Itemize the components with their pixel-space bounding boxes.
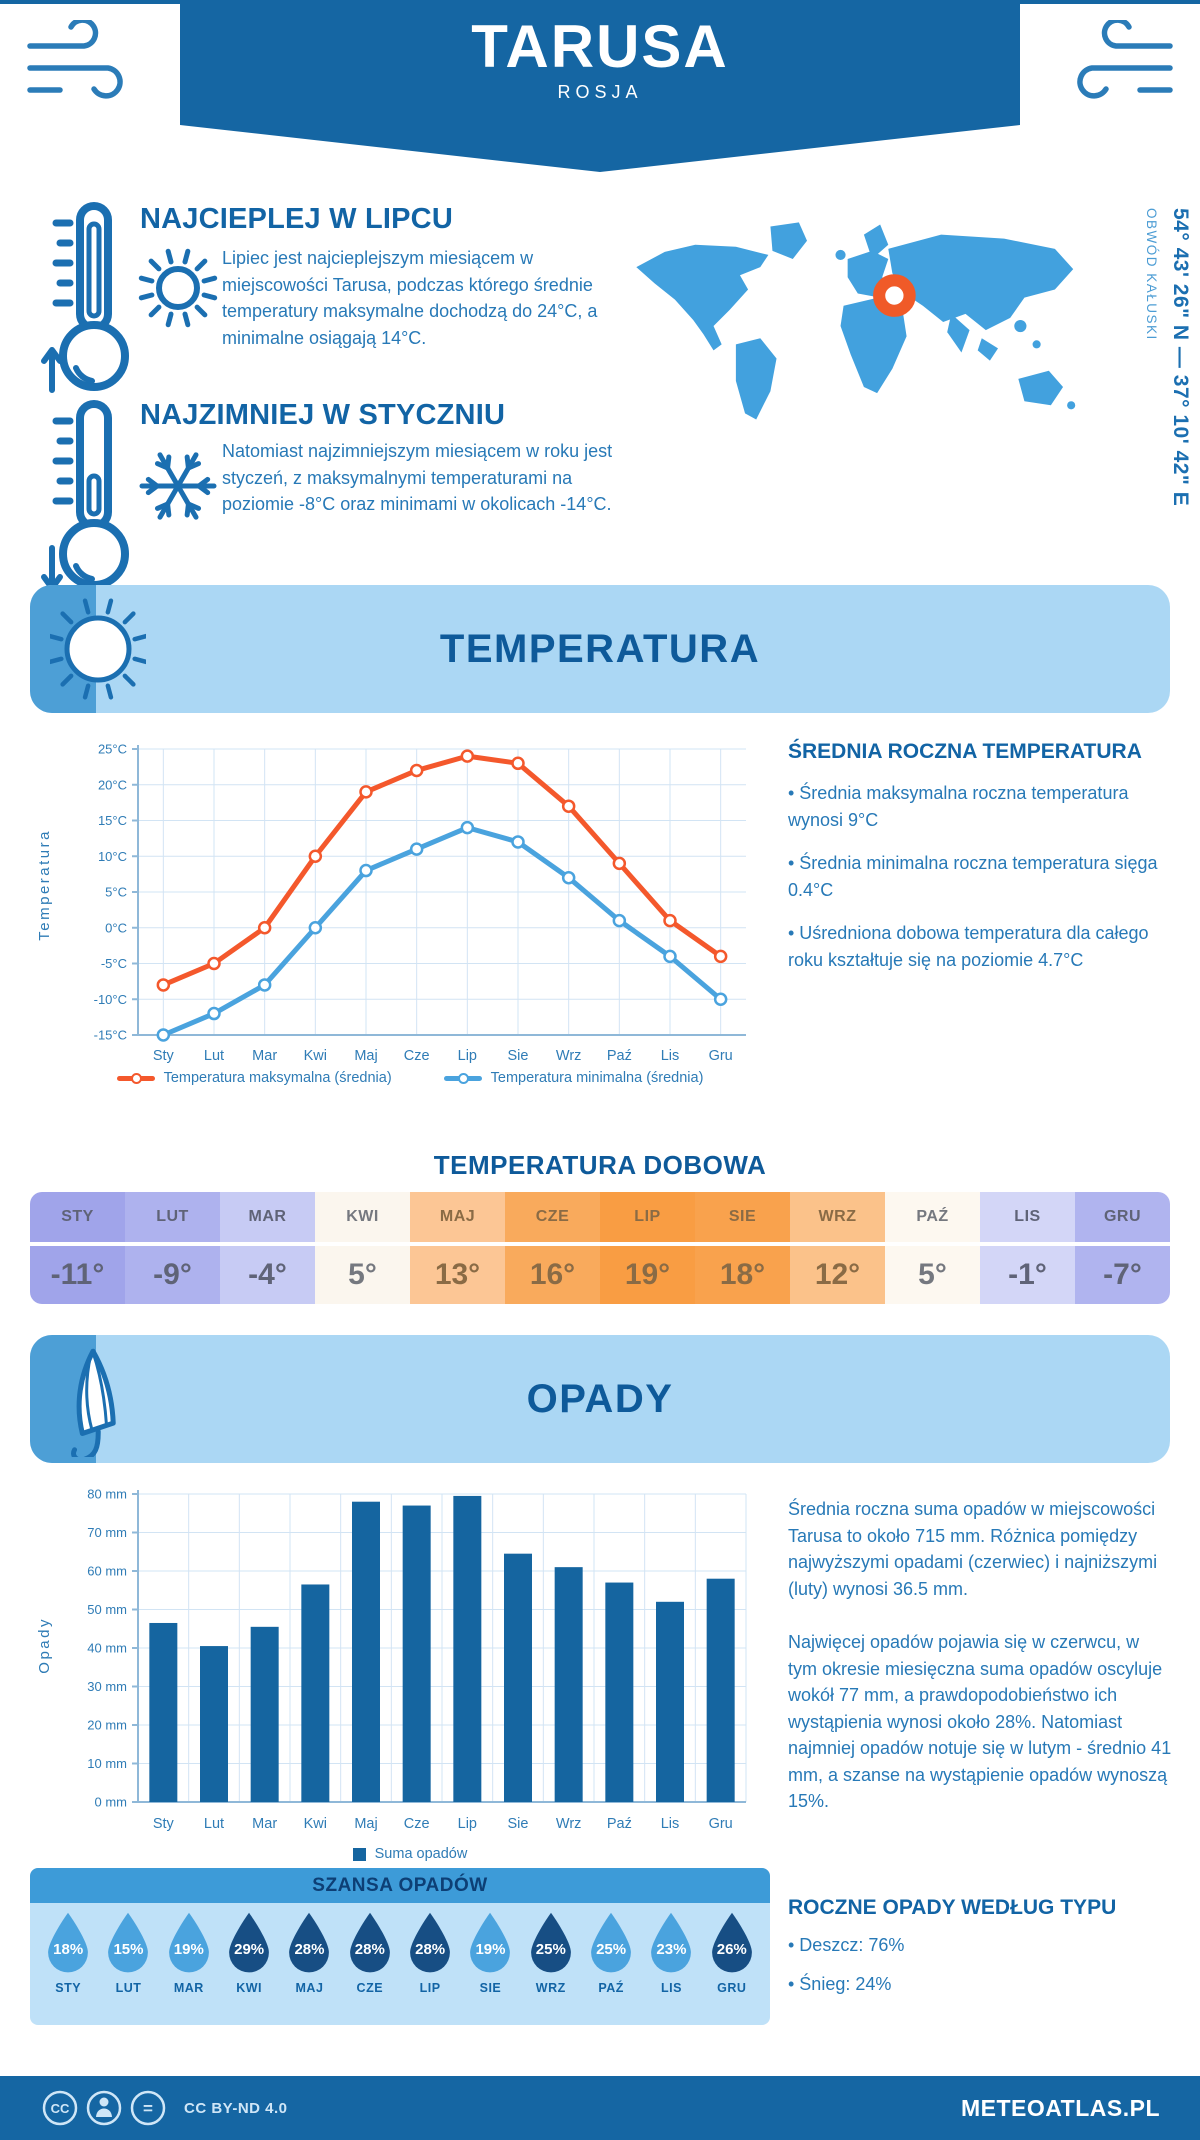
chance-value: 28% — [354, 1941, 385, 1958]
y-tick-label: 50 mm — [87, 1602, 127, 1617]
coldest-title: NAJZIMNIEJ W STYCZNIU — [140, 399, 506, 431]
y-tick-label: -10°C — [93, 991, 127, 1007]
chance-drop-cell — [159, 1903, 219, 2025]
daily-table-month: LIS — [980, 1192, 1075, 1242]
thermometer-up-icon — [38, 198, 133, 398]
thermometer-down-icon — [38, 396, 133, 596]
daily-table-value: 12° — [790, 1246, 885, 1304]
y-tick-label: 20 mm — [87, 1717, 127, 1733]
cc-license-icons — [40, 2088, 172, 2128]
daily-table-month: STY — [30, 1192, 125, 1242]
x-tick-label: Maj — [354, 1048, 378, 1064]
legend-dot-glyph — [131, 1073, 142, 1084]
chance-drop-cell — [581, 1903, 641, 2025]
daily-table-month: KWI — [315, 1192, 410, 1242]
wind-icon — [22, 20, 126, 102]
bar — [200, 1646, 228, 1802]
x-tick-label: Gru — [708, 1048, 733, 1064]
wind-icon — [1074, 20, 1178, 102]
precipitation-legend — [60, 1846, 760, 1862]
raindrop-icon — [527, 1911, 575, 1975]
y-tick-label: 15°C — [97, 813, 127, 828]
daily-table-month: GRU — [1075, 1192, 1170, 1242]
y-tick-label: -15°C — [93, 1027, 127, 1043]
raindrop-icon — [466, 1911, 514, 1975]
y-tick-label: 0 mm — [94, 1794, 127, 1810]
daily-table-value: -7° — [1075, 1246, 1170, 1304]
chance-value: 19% — [475, 1941, 506, 1958]
coordinates-block — [1144, 208, 1192, 538]
bar — [352, 1502, 380, 1802]
x-tick-label: Paź — [606, 1048, 632, 1064]
daily-table-month: LIP — [600, 1192, 695, 1242]
chance-drops — [30, 1903, 770, 2025]
legend-item — [444, 1070, 704, 1086]
daily-table-month: SIE — [695, 1192, 790, 1242]
bar — [301, 1584, 329, 1802]
temp-y-axis-label: Temperatura — [36, 829, 53, 941]
daily-table-month: WRZ — [790, 1192, 885, 1242]
precipitation-text-panel — [788, 1496, 1172, 1842]
raindrop-icon — [587, 1911, 635, 1975]
chance-month: PAŹ — [598, 1981, 624, 1995]
chance-month: SIE — [479, 1981, 502, 1995]
chance-drop-cell — [400, 1903, 460, 2025]
y-tick-label: 10°C — [97, 848, 127, 864]
y-tick-label: -5°C — [100, 956, 127, 971]
daily-table-value: -9° — [125, 1246, 220, 1304]
chance-value: 19% — [173, 1941, 204, 1958]
bar — [504, 1554, 532, 1802]
x-tick-label: Mar — [252, 1816, 278, 1832]
chance-drop-cell — [521, 1903, 581, 2025]
chance-value: 25% — [596, 1941, 627, 1958]
precipitation-banner-title: OPADY — [526, 1376, 674, 1421]
legend-line-glyph — [117, 1076, 155, 1081]
snowflake-icon — [134, 440, 222, 532]
y-tick-label: 10 mm — [87, 1756, 127, 1771]
x-tick-label: Sie — [507, 1048, 529, 1064]
precipitation-paragraph: Najwięcej opadów pojawia się w czerwcu, w tym okresie miesięczna suma opadów oscyluje wokół 77 mm, a prawdopodobieństwo ich wystąpienia wynosi około 28%. Natomiast najmniej opadów notuje się w lutym - średnio 41 mm, a szanse na wystąpienie opadów wynoszą 15%. — [788, 1632, 1172, 1811]
x-tick-label: Mar — [252, 1048, 278, 1064]
x-tick-label: Cze — [403, 1816, 430, 1832]
daily-temperature-heading: TEMPERATURA DOBOWA — [433, 1150, 767, 1180]
data-point — [158, 979, 169, 990]
chance-month: GRU — [717, 1981, 747, 1995]
site-label: METEOATLAS.PL — [960, 2094, 1160, 2121]
x-tick-label: Cze — [403, 1048, 430, 1064]
chance-month: WRZ — [535, 1981, 566, 1995]
chance-drop-cell — [279, 1903, 339, 2025]
y-tick-label: 20°C — [97, 777, 127, 793]
raindrop-icon — [647, 1911, 695, 1975]
chance-month: LIS — [660, 1981, 682, 1995]
chance-month: STY — [55, 1981, 82, 1995]
legend-label: Temperatura maksymalna (średnia) — [163, 1070, 392, 1086]
location-marker — [879, 280, 909, 310]
chance-month: CZE — [356, 1981, 384, 1995]
data-point — [310, 922, 321, 933]
daily-table-month: CZE — [505, 1192, 600, 1242]
coldest-text: Natomiast najzimniejszym miesiącem w roku jest styczeń, z maksymalnymi temperaturami na poziomie -8°C oraz minimami w okolicach -14°C. — [222, 441, 613, 514]
region-label: OBWÓD KAŁUSKI — [1144, 208, 1159, 341]
raindrop-icon — [225, 1911, 273, 1975]
x-tick-label: Sty — [152, 1048, 174, 1064]
bar — [555, 1567, 583, 1802]
legend-item — [353, 1846, 468, 1862]
chance-drop-cell — [702, 1903, 762, 2025]
daily-table-value: -1° — [980, 1246, 1075, 1304]
chance-value: 28% — [415, 1941, 446, 1958]
chance-month: MAR — [173, 1981, 204, 1995]
types-heading: ROCZNE OPADY WEDŁUG TYPU — [788, 1896, 1117, 1919]
chance-value: 29% — [234, 1941, 265, 1958]
svg-text:=: = — [143, 2099, 153, 2118]
x-tick-label: Lip — [457, 1048, 478, 1064]
daily-table-month: LUT — [125, 1192, 220, 1242]
daily-table-value: 19° — [600, 1246, 695, 1304]
chance-month: LIP — [419, 1981, 441, 1995]
data-point — [614, 915, 625, 926]
data-point — [665, 915, 676, 926]
chance-month: LUT — [115, 1981, 142, 1995]
daily-table-value: 13° — [410, 1246, 505, 1304]
chance-value: 28% — [294, 1941, 325, 1958]
series-line — [163, 828, 720, 1035]
y-tick-label: 25°C — [97, 741, 127, 757]
chance-value: 18% — [53, 1941, 84, 1958]
types-bullet: • Śnieg: 24% — [788, 1974, 892, 1994]
daily-table-month: MAR — [220, 1192, 315, 1242]
chance-drop-cell — [38, 1903, 98, 2025]
daily-table-value: -4° — [220, 1246, 315, 1304]
data-point — [715, 951, 726, 962]
data-point — [310, 851, 321, 862]
chance-heading: SZANSA OPADÓW — [30, 1868, 770, 1903]
bar — [605, 1583, 633, 1802]
daily-temperature-table — [30, 1192, 1170, 1304]
chance-month: KWI — [236, 1981, 263, 1995]
temperature-banner-title: TEMPERATURA — [439, 626, 761, 671]
chance-value: 26% — [716, 1941, 747, 1958]
chance-month: MAJ — [295, 1981, 324, 1995]
x-tick-label: Lis — [660, 1816, 680, 1832]
daily-table-month: MAJ — [410, 1192, 505, 1242]
data-point — [361, 786, 372, 797]
bar — [251, 1627, 279, 1802]
data-point — [411, 765, 422, 776]
warmest-text: Lipiec jest najcieplejszym miesiącem w miejscowości Tarusa, podczas którego średnie temperatury maksymalne dochodzą do 24°C, a minimalne osiągają 14°C. — [222, 248, 598, 348]
daily-table-month: PAŹ — [885, 1192, 980, 1242]
legend-line-glyph — [444, 1076, 482, 1081]
data-point — [665, 951, 676, 962]
precipitation-types-panel — [788, 1896, 1180, 2008]
annual-bullet: • Średnia maksymalna roczna temperatura wynosi 9°C — [788, 783, 1129, 830]
y-tick-label: 0°C — [105, 920, 127, 936]
data-point — [411, 844, 422, 855]
data-point — [259, 979, 270, 990]
precipitation-bar-chart — [60, 1478, 760, 1850]
chance-value: 15% — [113, 1941, 144, 1958]
daily-table-value: 18° — [695, 1246, 790, 1304]
raindrop-icon — [708, 1911, 756, 1975]
data-point — [158, 1030, 169, 1041]
annual-temperature-panel — [788, 740, 1172, 990]
precip-ylabel-wrap — [36, 1480, 53, 1810]
data-point — [715, 994, 726, 1005]
series-line — [163, 756, 720, 985]
svg-text:CC: CC — [50, 2101, 70, 2116]
chance-value: 23% — [656, 1941, 687, 1958]
precipitation-paragraph: Średnia roczna suma opadów w miejscowości Tarusa to około 715 mm. Różnica pomiędzy najwyższymi opadami (czerwiec) i najniższymi (luty) wynosi 36.5 mm. — [788, 1499, 1158, 1599]
legend-square-glyph — [353, 1848, 366, 1861]
data-point — [259, 922, 270, 933]
daily-table-value: 5° — [885, 1246, 980, 1304]
x-tick-label: Lut — [203, 1048, 225, 1064]
bar — [656, 1602, 684, 1802]
data-point — [563, 801, 574, 812]
chance-value: 25% — [535, 1941, 566, 1958]
legend-label: Suma opadów — [374, 1846, 468, 1862]
chance-drop-cell — [340, 1903, 400, 2025]
world-map — [616, 196, 1124, 450]
bar — [403, 1506, 431, 1802]
annual-bullet: • Uśredniona dobowa temperatura dla całego roku kształtuje się na poziomie 4.7°C — [788, 923, 1149, 970]
data-point — [361, 865, 372, 876]
x-tick-label: Sie — [507, 1816, 529, 1832]
chance-drop-cell — [460, 1903, 520, 2025]
bar — [453, 1496, 481, 1802]
data-point — [513, 758, 524, 769]
data-point — [563, 872, 574, 883]
sun-icon — [134, 238, 220, 334]
y-tick-label: 80 mm — [87, 1486, 127, 1502]
footer — [0, 2076, 1200, 2140]
data-point — [462, 822, 473, 833]
data-point — [462, 751, 473, 762]
raindrop-icon — [406, 1911, 454, 1975]
x-tick-label: Lis — [660, 1048, 680, 1064]
page-subtitle: ROSJA — [557, 82, 643, 102]
coordinates: 54° 43' 26" N — 37° 10' 42" E — [1169, 208, 1192, 507]
x-tick-label: Kwi — [303, 1048, 328, 1064]
data-point — [614, 858, 625, 869]
x-tick-label: Maj — [354, 1816, 378, 1832]
y-tick-label: 70 mm — [87, 1525, 127, 1540]
page-title: TARUSA — [471, 13, 729, 80]
temp-ylabel-wrap — [36, 735, 53, 1035]
daily-table-value: -11° — [30, 1246, 125, 1304]
y-tick-label: 5°C — [105, 884, 127, 900]
warmest-title: NAJCIEPLEJ W LIPCU — [140, 203, 453, 235]
daily-table-value: 16° — [505, 1246, 600, 1304]
y-tick-label: 60 mm — [87, 1563, 127, 1579]
bar — [149, 1623, 177, 1802]
data-point — [513, 836, 524, 847]
chance-drop-cell — [219, 1903, 279, 2025]
x-tick-label: Paź — [606, 1816, 632, 1832]
bar — [707, 1579, 735, 1802]
x-tick-label: Wrz — [555, 1048, 582, 1064]
raindrop-icon — [285, 1911, 333, 1975]
x-tick-label: Lut — [203, 1816, 225, 1832]
y-tick-label: 30 mm — [87, 1679, 127, 1694]
y-tick-label: 40 mm — [87, 1640, 127, 1656]
legend-label: Temperatura minimalna (średnia) — [490, 1070, 704, 1086]
x-tick-label: Kwi — [303, 1816, 328, 1832]
chance-drop-cell — [641, 1903, 701, 2025]
header — [180, 0, 1020, 103]
license-label: CC BY-ND 4.0 — [184, 2099, 288, 2117]
temperature-legend — [60, 1070, 760, 1086]
chance-drop-cell — [98, 1903, 158, 2025]
annual-bullet: • Średnia minimalna roczna temperatura sięga 0.4°C — [788, 853, 1158, 900]
attribution-icon — [88, 2092, 120, 2124]
daily-table-value: 5° — [315, 1246, 410, 1304]
temperature-line-chart — [60, 733, 760, 1079]
types-bullet: • Deszcz: 76% — [788, 1935, 905, 1955]
precipitation-chance-panel — [30, 1868, 770, 2025]
raindrop-icon — [44, 1911, 92, 1975]
data-point — [209, 958, 220, 969]
x-tick-label: Lip — [457, 1816, 478, 1832]
raindrop-icon — [165, 1911, 213, 1975]
x-tick-label: Gru — [708, 1816, 733, 1832]
data-point — [209, 1008, 220, 1019]
legend-dot-glyph — [458, 1073, 469, 1084]
legend-item — [117, 1070, 392, 1086]
raindrop-icon — [346, 1911, 394, 1975]
precip-y-axis-label: Opady — [36, 1616, 53, 1674]
annual-heading: ŚREDNIA ROCZNA TEMPERATURA — [788, 740, 1142, 763]
x-tick-label: Sty — [152, 1816, 174, 1832]
raindrop-icon — [104, 1911, 152, 1975]
x-tick-label: Wrz — [555, 1816, 582, 1832]
